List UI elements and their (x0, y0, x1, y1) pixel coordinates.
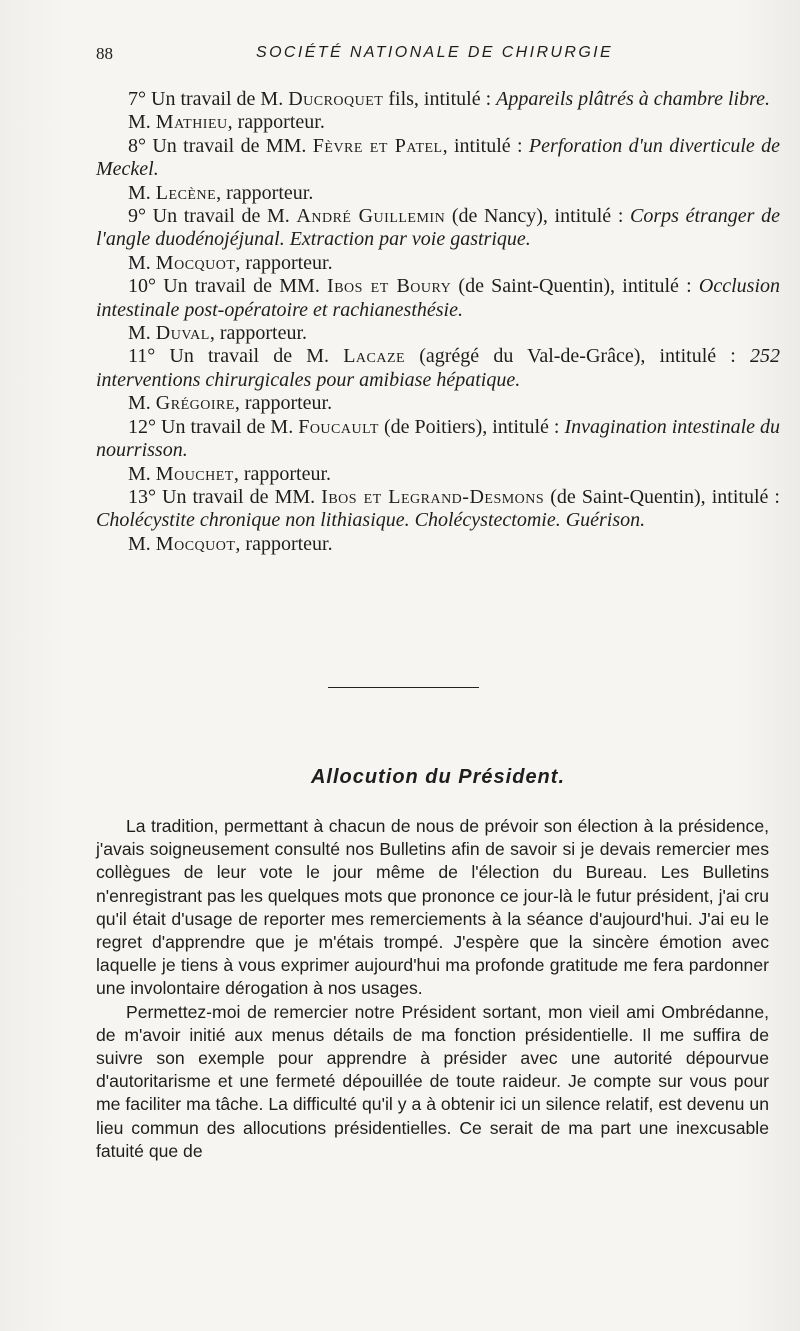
list-item (96, 486, 780, 556)
item-authors: Fèvre et Patel (312, 134, 443, 157)
item-title: 252 interventions chirurgicales pour amibiase hépatique. (96, 345, 781, 391)
list-item (96, 416, 780, 486)
item-rapporteur: M. Lecène, rapporteur. (128, 181, 314, 204)
item-description: 13° Un travail de MM. Ibos et Legrand-Desmons (de Saint-Quentin), intitulé : Cholécystite chronique non lithiasique. Cholécystectomie. Guérison. (96, 485, 780, 532)
item-authors: Ducroquet (288, 88, 384, 110)
item-title: Corps étranger de l'angle duodénojéjunal. Extraction par voie gastrique. (96, 205, 780, 251)
item-title: Appareils plâtrés à chambre libre. (496, 88, 770, 110)
list-item (96, 345, 780, 415)
item-authors: Ibos et Boury (327, 275, 452, 298)
item-authors: André Guillemin (296, 205, 446, 228)
item-title: Cholécystite chronique non lithiasique. Cholécystectomie. Guérison. (96, 509, 646, 532)
running-head: SOCIÉTÉ NATIONALE DE CHIRURGIE (256, 44, 614, 61)
item-rapporteur: M. Grégoire, rapporteur. (128, 392, 333, 415)
list-item (96, 135, 780, 205)
item-title: Invagination intestinale du nourrisson. (96, 415, 781, 462)
list-item (96, 275, 780, 345)
item-description: 7° Un travail de M. Ducroquet fils, intitulé : Appareils plâtrés à chambre libre. (128, 88, 770, 110)
item-authors: Ibos et Legrand-Desmons (321, 485, 545, 508)
item-description: 11° Un travail de M. Lacaze (agrégé du Val-de-Grâce), intitulé : 252 interventions chirurgicales pour amibiase hépatique. (96, 345, 781, 391)
item-description: 8° Un travail de MM. Fèvre et Patel, intitulé : Perforation d'un diverticule de Meckel. (96, 134, 780, 181)
list-item (96, 205, 780, 275)
paragraph: La tradition, permettant à chacun de nous de prévoir son élection à la présidence, j'avais soigneusement consulté nos Bulletins afin de savoir si je devais remercier mes collègues de leur vote le jour même de l'élection du Bureau. Les Bulletins n'enregistrant pas les quelques mots que prononce ce jour-là le futur président, j'ai cru qu'il était d'usage de reporter mes remerciements à la séance d'aujourd'hui. J'ai eu le regret d'apprendre que je m'étais trompé. J'espère que la sincère émotion avec laquelle je tiens à vous exprimer aujourd'hui ma profonde gratitude me fera pardonner une involontaire dérogation à nos usages. (96, 816, 769, 999)
item-description: 9° Un travail de M. André Guillemin (de Nancy), intitulé : Corps étranger de l'angle duodénojéjunal. Extraction par voie gastrique. (96, 205, 780, 251)
item-rapporteur: M. Mathieu, rapporteur. (128, 111, 325, 134)
section-title: Allocution du Président. (310, 765, 565, 788)
item-authors: Lacaze (343, 345, 406, 368)
page-number: 88 (96, 44, 113, 63)
item-rapporteur: M. Duval, rapporteur. (128, 322, 308, 345)
list-item (96, 88, 780, 135)
communications-list (96, 88, 780, 556)
paragraph: Permettez-moi de remercier notre Président sortant, mon vieil ami Ombrédanne, de m'avoir initié aux menus détails de ma fonction présidentielle. Il me suffira de suivre son exemple pour apprendre à présider avec une autorité dépourvue d'autoritarisme et une fermeté dépouillée de toute raideur. Je compte sur vous pour me faciliter ma tâche. La difficulté qu'il y a à obtenir ici un silence relatif, est devenu un lieu commun des allocutions présidentielles. Ce serait de ma part une inexcusable fatuité que de (96, 1001, 769, 1161)
speech-body (96, 815, 769, 1163)
item-rapporteur: M. Mocquot, rapporteur. (128, 251, 333, 274)
item-description: 12° Un travail de M. Foucault (de Poitiers), intitulé : Invagination intestinale du nourrisson. (96, 415, 781, 462)
page-header (96, 44, 736, 66)
item-description: 10° Un travail de MM. Ibos et Boury (de Saint-Quentin), intitulé : Occlusion intestinale post-opératoire et rachianesthésie. (96, 275, 781, 321)
section-divider (328, 687, 479, 688)
item-rapporteur: M. Mocquot, rapporteur. (128, 532, 333, 555)
item-rapporteur: M. Mouchet, rapporteur. (128, 462, 332, 485)
item-title: Occlusion intestinale post-opératoire et rachianesthésie. (96, 275, 781, 321)
item-title: Perforation d'un diverticule de Meckel. (96, 134, 780, 181)
item-authors: Foucault (298, 415, 379, 438)
